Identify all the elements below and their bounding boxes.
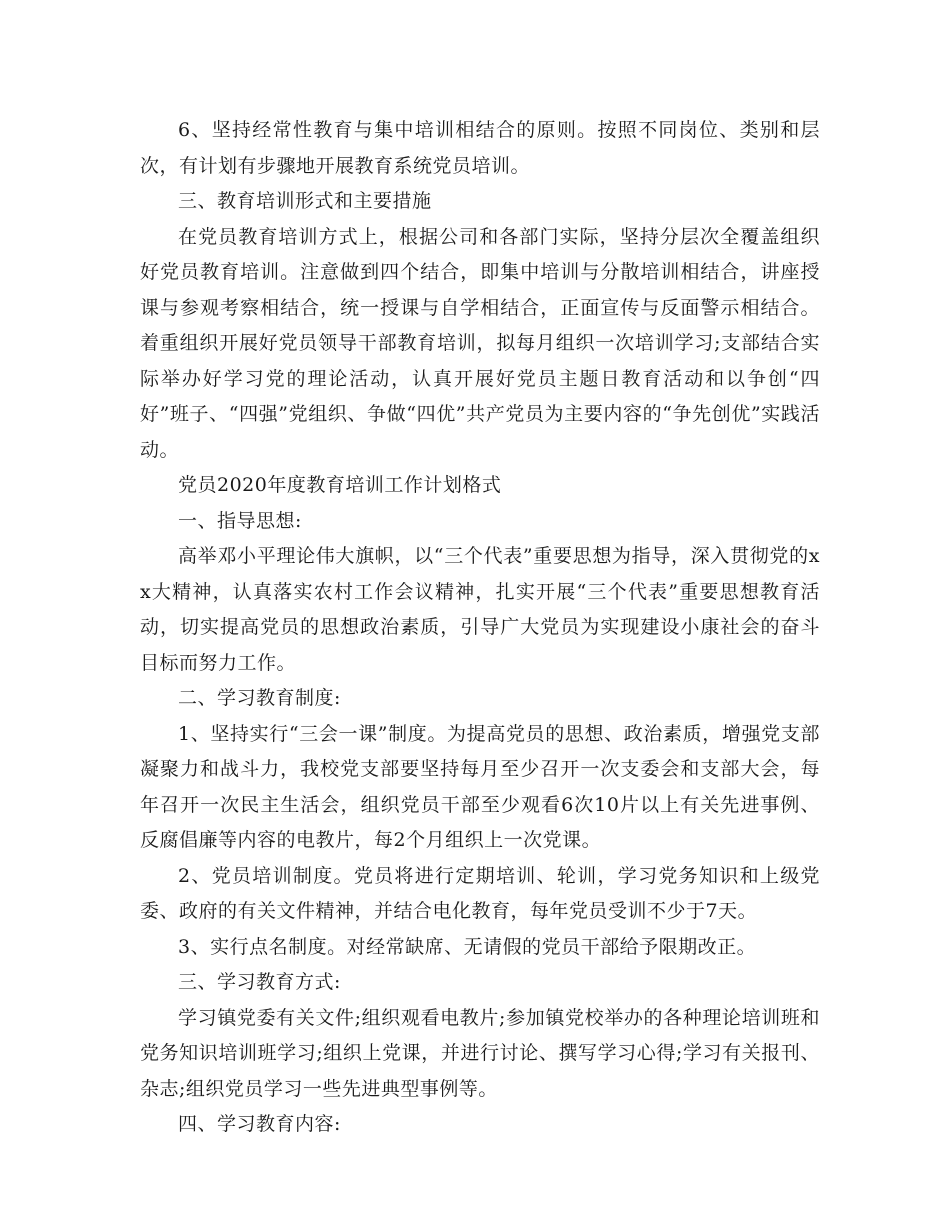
heading-plan-title: 党员2020年度教育培训工作计划格式 <box>178 474 502 496</box>
heading-study-system: 二、学习教育制度: <box>178 687 341 709</box>
paragraph-system-3: 3、实行点名制度。对经常缺席、无请假的党员干部给予限期改正。 <box>178 935 757 958</box>
heading-training-forms: 三、教育培训形式和主要措施 <box>178 190 432 212</box>
paragraph-system-1: 1、坚持实行“三会一课”制度。为提高党员的思想、政治素质，增强党支部凝聚力和战斗力，我校党支部要坚持每月至少召开一次支委会和支部大会，每年召开一次民主生活会，组织党员干部至少观看6次10片以上有关先进事例、反腐倡廉等内容的电教片，每2个月组织上一次党课。 <box>140 722 820 851</box>
paragraph-study-methods: 学习镇党委有关文件;组织观看电教片;参加镇党校举办的各种理论培训班和党务知识培训班学习;组织上党课，并进行讨论、撰写学习心得;学习有关报刊、杂志;组织党员学习一些先进典型事例等。 <box>140 1006 820 1100</box>
document-body <box>140 113 820 1143</box>
paragraph-training-methods: 在党员教育培训方式上，根据公司和各部门实际，坚持分层次全覆盖组织好党员教育培训。注意做到四个结合，即集中培训与分散培训相结合，讲座授课与参观考察相结合，统一授课与自学相结合，正面宣传与反面警示相结合。着重组织开展好党员领导干部教育培训，拟每月组织一次培训学习;支部结合实际举办好学习党的理论活动，认真开展好党员主题日教育活动和以争创“四好”班子、“四强”党组织、争做“四优”共产党员为主要内容的“争先创优”实践活动。 <box>140 225 820 461</box>
paragraph-system-2: 2、党员培训制度。党员将进行定期培训、轮训，学习党务知识和上级党委、政府的有关文件精神，并结合电化教育，每年党员受训不少于7天。 <box>140 864 820 922</box>
heading-study-content: 四、学习教育内容: <box>178 1113 341 1135</box>
heading-study-methods: 三、学习教育方式: <box>178 971 341 993</box>
paragraph-principle-6: 6、坚持经常性教育与集中培训相结合的原则。按照不同岗位、类别和层次，有计划有步骤地开展教育系统党员培训。 <box>140 119 820 177</box>
heading-guiding-thought: 一、指导思想: <box>178 509 302 532</box>
paragraph-guiding-thought: 高举邓小平理论伟大旗帜，以“三个代表”重要思想为指导，深入贯彻党的xx大精神，认真落实农村工作会议精神，扎实开展“三个代表”重要思想教育活动，切实提高党员的思想政治素质，引导广大党员为实现建设小康社会的奋斗目标而努力工作。 <box>140 545 820 674</box>
